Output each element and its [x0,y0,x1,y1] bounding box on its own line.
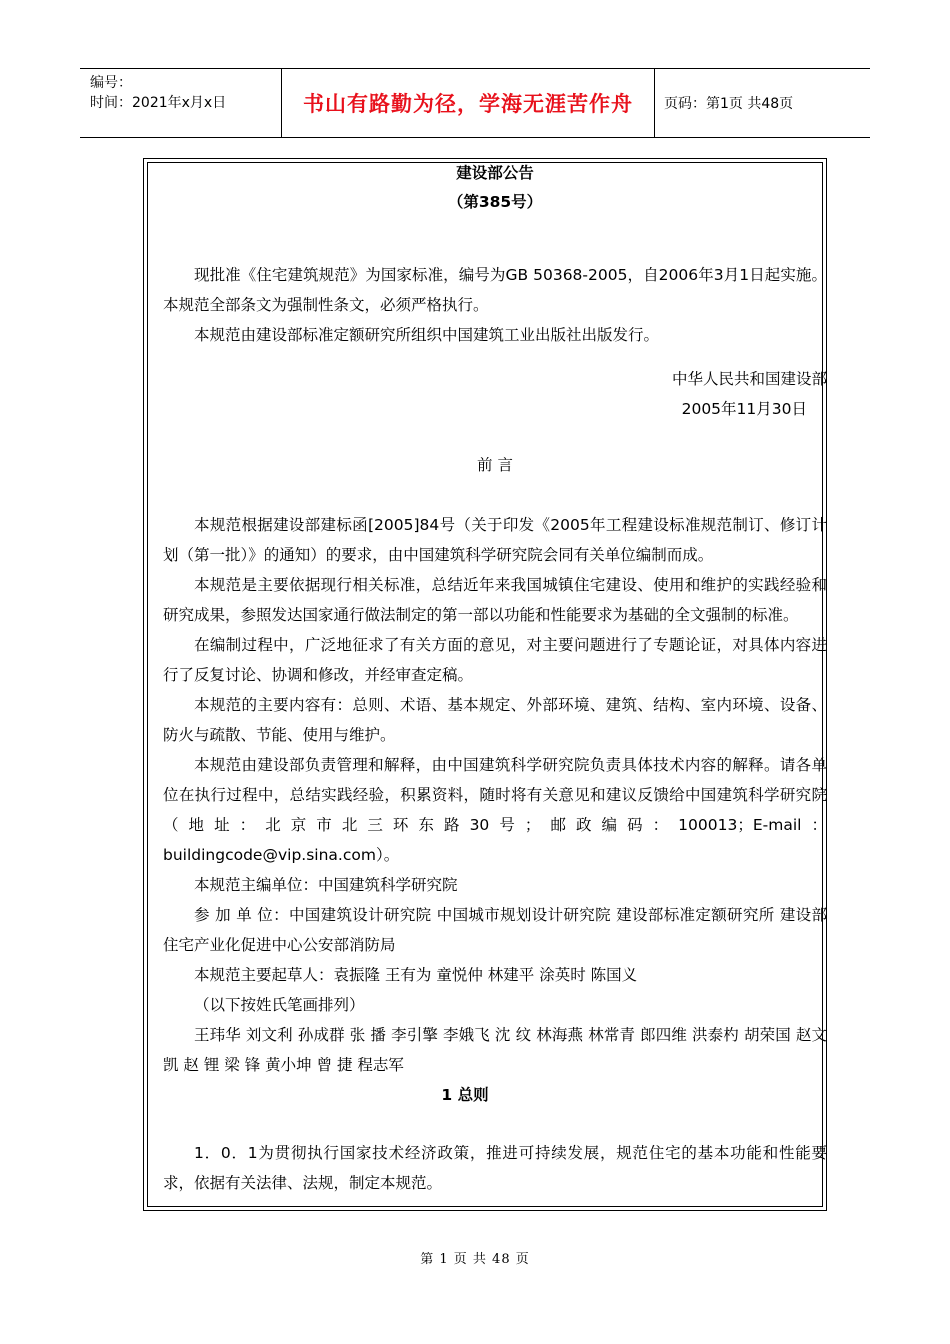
preface-paragraph-5: 本规范由建设部负责管理和解释，由中国建筑科学研究院负责具体技术内容的解释。请各单位在执行过程中，总结实践经验，积累资料，随时将有关意见和建议反馈给中国建筑科学研究院（地址：北京市北三环东路30号；邮政编码：100013；E-mail：buildingcode@vip.sina.com）。 [163,756,827,864]
preface-paragraph-3: 在编制过程中，广泛地征求了有关方面的意见，对主要问题进行了专题论证，对具体内容进行了反复讨论、协调和修改，并经审查定稿。 [163,636,827,684]
header-table [80,68,870,138]
chief-unit: 本规范主编单位：中国建筑科学研究院 [194,876,458,894]
preface-title: 前 言 [477,456,513,474]
participating-units: 参 加 单 位：中国建筑设计研究院 中国城市规划设计研究院 建设部标准定额研究所 建设部住宅产业化促进中心公安部消防局 [163,906,827,954]
time-label: 时间：2021年x月x日 [90,95,227,111]
announcement-title: 建设部公告 [456,164,534,182]
announcement-paragraph-2: 本规范由建设部标准定额研究所组织中国建筑工业出版社出版发行。 [194,326,660,344]
clause-1-0-1: 1．0．1为贯彻执行国家技术经济政策，推进可持续发展，规范住宅的基本功能和性能要求，依据有关法律、法规，制定本规范。 [163,1144,827,1192]
header-meta-cell [80,69,282,137]
number-label: 编号： [90,75,132,91]
preface-paragraph-2: 本规范是主要依据现行相关标准，总结近年来我国城镇住宅建设、使用和维护的实践经验和研究成果，参照发达国家通行做法制定的第一部以功能和性能要求为基础的全文强制的标准。 [163,576,827,624]
issuer: 中华人民共和国建设部 [671,370,827,388]
document-content [163,160,827,1198]
main-drafters: 本规范主要起草人：袁振隆 王有为 童悦仲 林建平 涂英时 陈国义 [194,966,638,984]
header-motto: 书山有路勤为径，学海无涯苦作舟 [282,69,655,137]
header-page-info: 页码：第1页 共48页 [664,96,794,112]
drafter-names: 王玮华 刘文利 孙成群 张 播 李引擎 李娥飞 沈 纹 林海燕 林常青 郎四维 洪泰杓 胡荣国 赵文凯 赵 锂 梁 锋 黄小坤 曾 捷 程志军 [163,1026,827,1074]
page-footer: 第 1 页 共 48 页 [420,1252,530,1267]
announcement-paragraph-1: 现批准《住宅建筑规范》为国家标准，编号为GB 50368-2005，自2006年3月1日起实施。本规范全部条文为强制性条文，必须严格执行。 [163,266,827,314]
order-note: （以下按姓氏笔画排列） [194,996,365,1014]
section-title: 1 总则 [441,1086,489,1104]
preface-paragraph-4: 本规范的主要内容有：总则、术语、基本规定、外部环境、建筑、结构、室内环境、设备、防火与疏散、节能、使用与维护。 [163,696,827,744]
issue-date: 2005年11月30日 [681,400,807,418]
announcement-number: （第385号） [447,193,543,211]
preface-paragraph-1: 本规范根据建设部建标函[2005]84号（关于印发《2005年工程建设标准规范制订、修订计划（第一批）》的通知）的要求，由中国建筑科学研究院会同有关单位编制而成。 [163,516,827,564]
